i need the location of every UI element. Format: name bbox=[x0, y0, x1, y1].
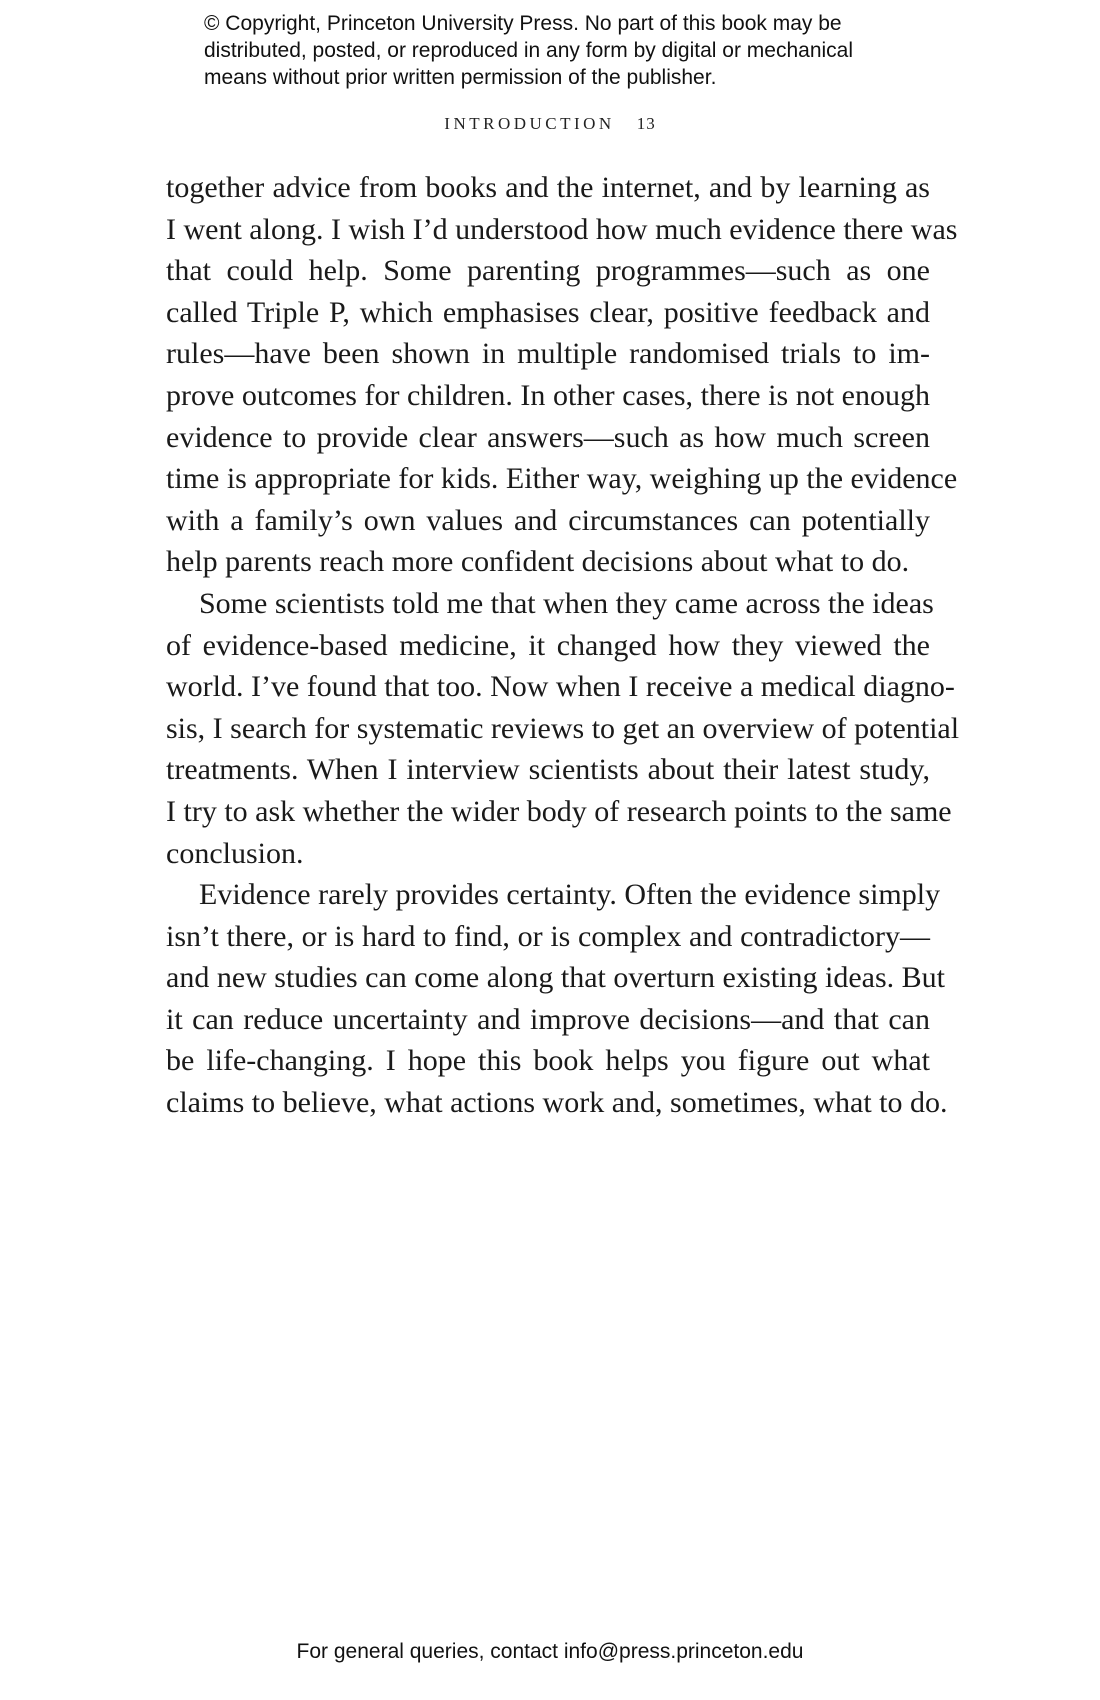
text-line: and new studies can come along that overturn existing ideas. But bbox=[166, 961, 945, 995]
running-head bbox=[0, 114, 1100, 134]
text-line: time is appropriate for kids. Either way, weighing up the evidence bbox=[166, 462, 958, 496]
text-line: be life-changing. I hope this book helps you figure out what bbox=[166, 1044, 930, 1078]
copyright-line: © Copyright, Princeton University Press. No part of this book may be bbox=[204, 12, 842, 35]
text-line: evidence to provide clear answers—such as how much screen bbox=[166, 420, 930, 454]
text-line: together advice from books and the internet, and by learning as bbox=[166, 171, 930, 204]
text-line: world. I’ve found that too. Now when I receive a medical diagno- bbox=[166, 670, 955, 704]
text-line: conclusion. bbox=[166, 836, 304, 870]
text-line: Some scientists told me that when they came across the ideas bbox=[199, 586, 934, 620]
text-line: help parents reach more confident decisions about what to do. bbox=[166, 545, 910, 579]
text-line: prove outcomes for children. In other cases, there is not enough bbox=[166, 378, 930, 412]
text-line: treatments. When I interview scientists about their latest study, bbox=[166, 753, 930, 787]
text-line: isn’t there, or is hard to find, or is complex and contradictory— bbox=[166, 919, 930, 953]
footer-contact: For general queries, contact info@press.princeton.edu bbox=[296, 1640, 804, 1663]
text-line: I went along. I wish I’d understood how much evidence there was bbox=[166, 212, 958, 246]
text-line: called Triple P, which emphasises clear, positive feedback and bbox=[166, 295, 930, 329]
text-line: claims to believe, what actions work and, sometimes, what to do. bbox=[166, 1086, 948, 1120]
text-line: Evidence rarely provides certainty. Often the evidence simply bbox=[199, 878, 941, 912]
chapter-title: INTRODUCTION bbox=[444, 114, 615, 133]
page-number: 13 bbox=[636, 114, 656, 133]
body-text bbox=[166, 167, 960, 1124]
text-line: rules—have been shown in multiple randomised trials to im- bbox=[166, 337, 930, 371]
text-line: it can reduce uncertainty and improve decisions—and that can bbox=[166, 1002, 930, 1036]
text-line: with a family’s own values and circumstances can potentially bbox=[166, 503, 930, 537]
text-line: of evidence-based medicine, it changed how they viewed the bbox=[166, 628, 930, 662]
copyright-line: means without prior written permission of the publisher. bbox=[204, 66, 717, 89]
text-line: I try to ask whether the wider body of research points to the same bbox=[166, 794, 952, 828]
text-line: that could help. Some parenting programmes—such as one bbox=[166, 254, 930, 288]
copyright-notice bbox=[204, 10, 904, 91]
copyright-line: distributed, posted, or reproduced in any form by digital or mechanical bbox=[204, 39, 854, 62]
text-line: sis, I search for systematic reviews to get an overview of potential bbox=[166, 711, 960, 745]
